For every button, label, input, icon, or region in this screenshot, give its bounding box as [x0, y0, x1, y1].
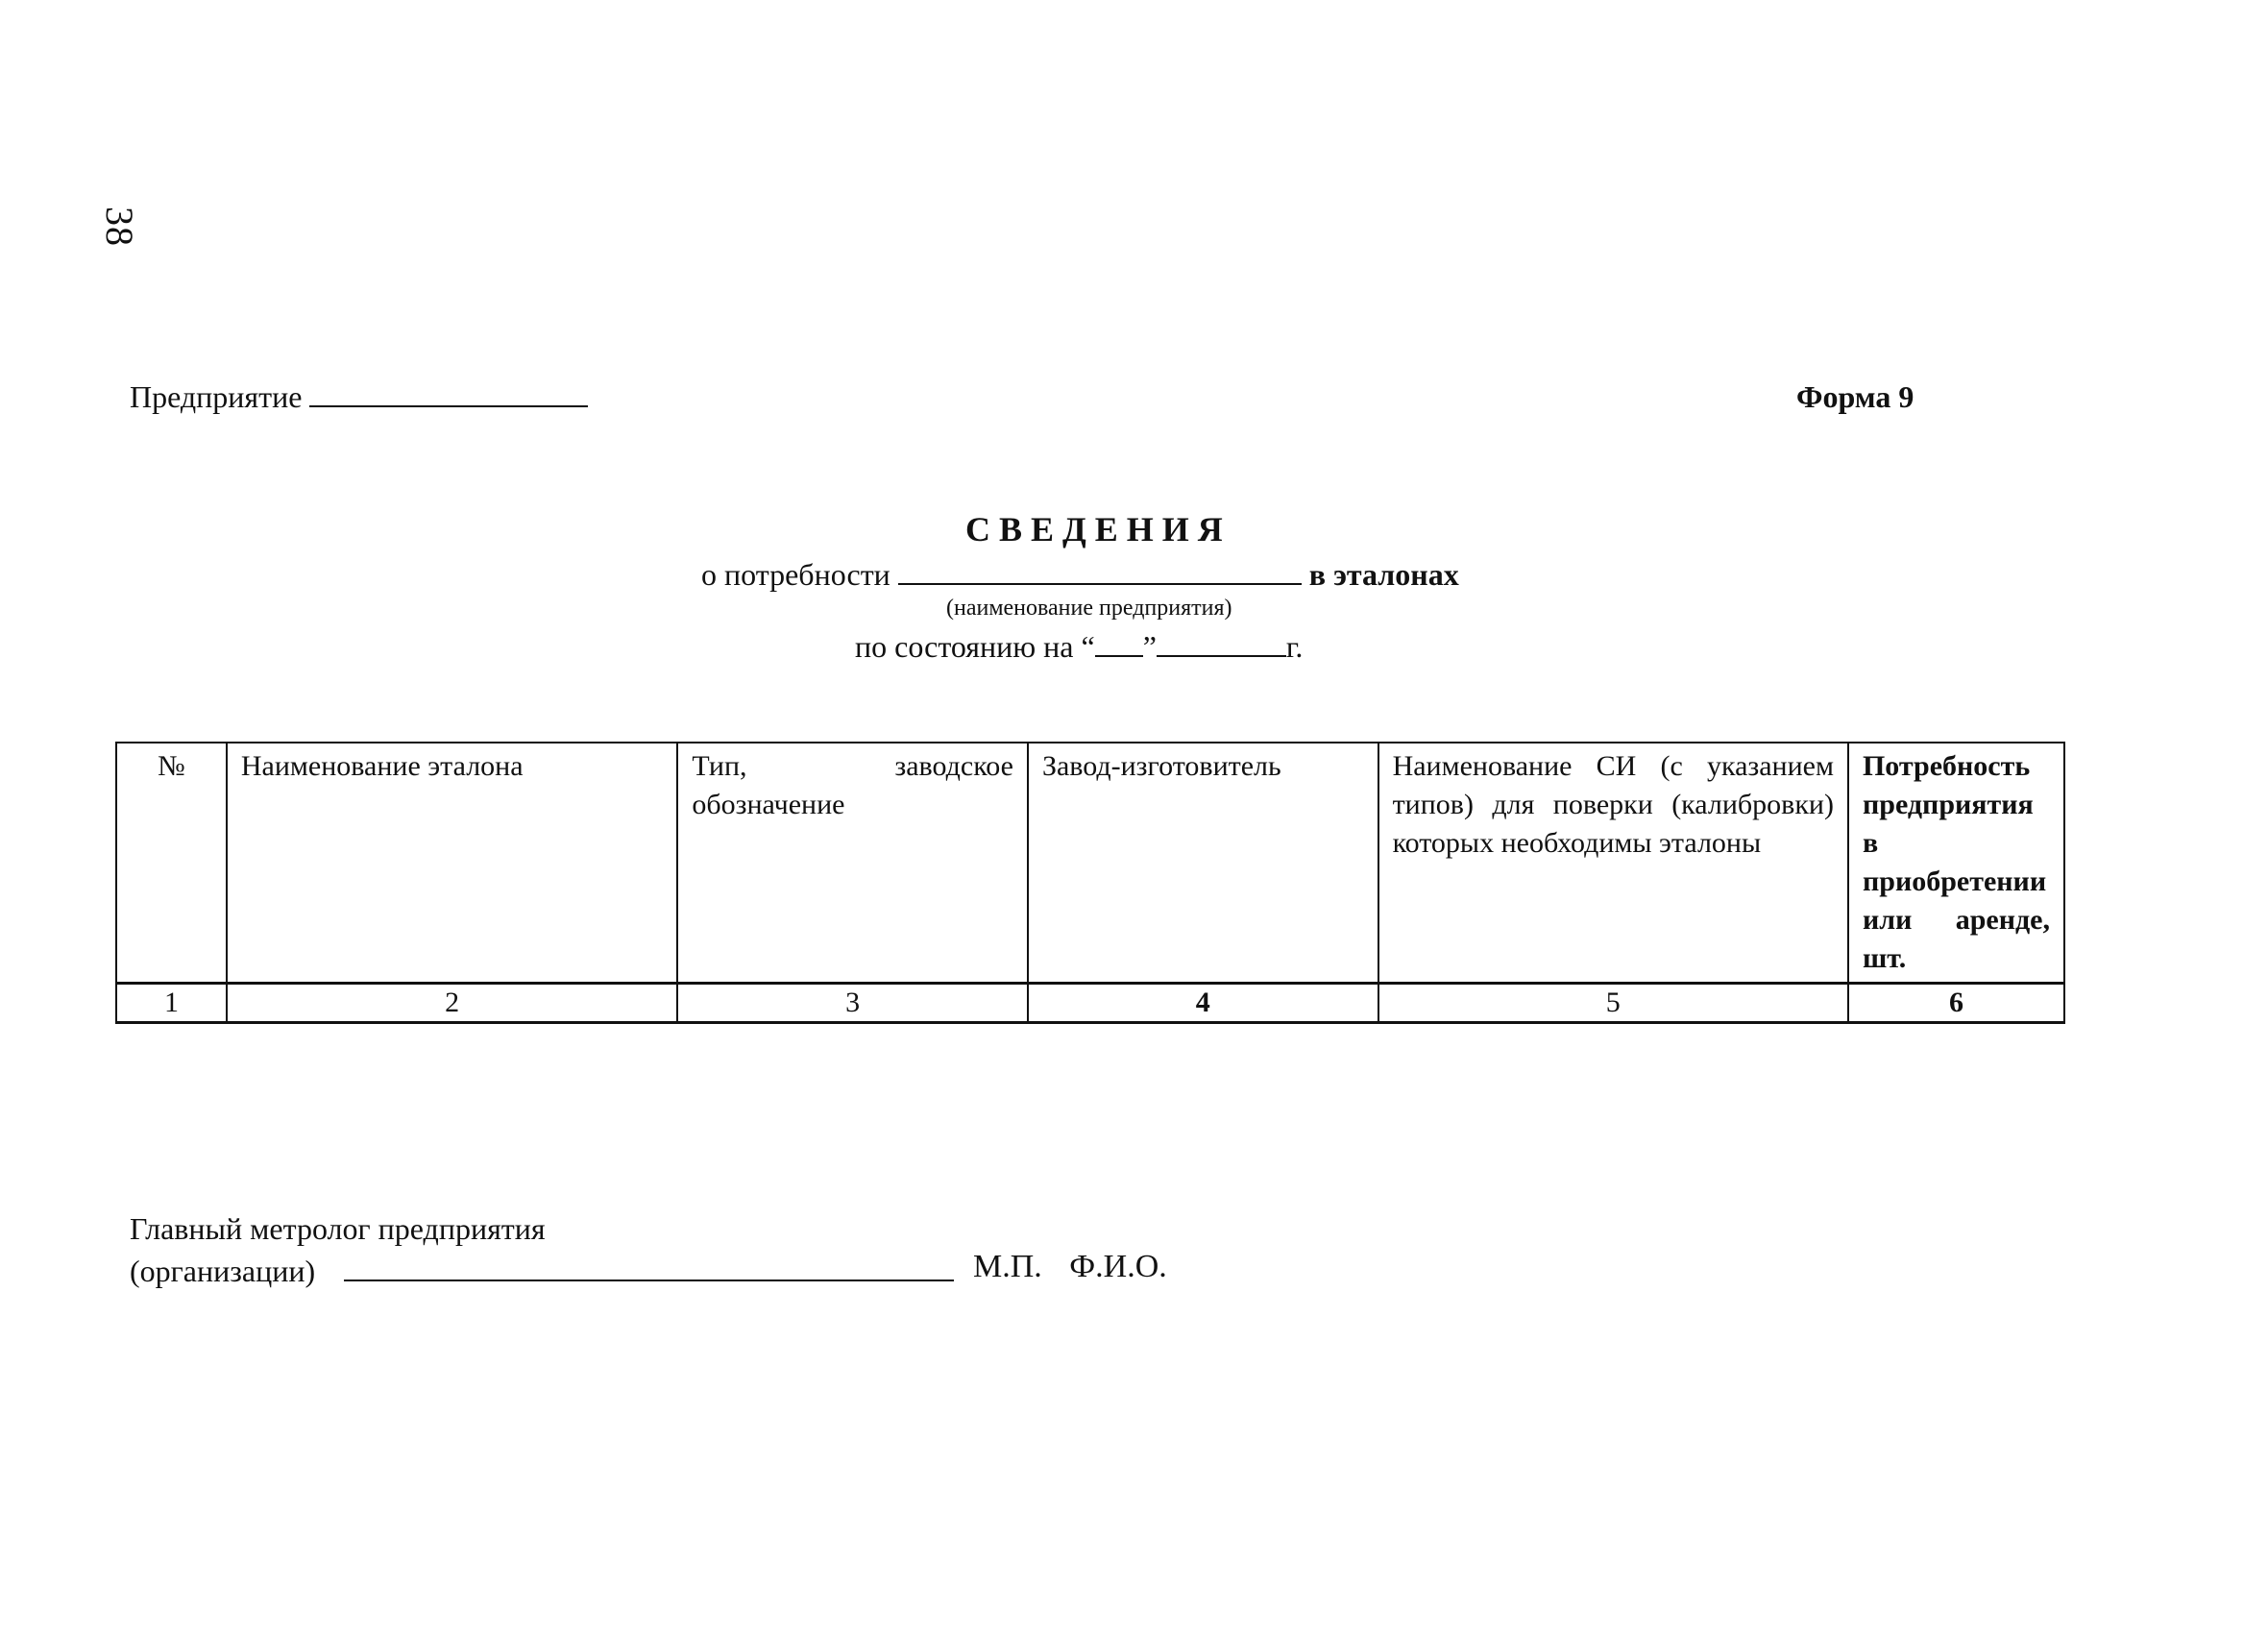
- table-header-row: [116, 743, 2064, 984]
- title-main: СВЕДЕНИЯ: [965, 510, 1232, 548]
- date-suffix: г.: [1285, 629, 1304, 664]
- stamp-label: М.П.: [973, 1249, 1042, 1284]
- date-quote: ”: [1142, 629, 1157, 664]
- header-cell-standard-name: Наименование эталона: [227, 743, 677, 984]
- need-suffix: в эталонах: [1308, 557, 1459, 592]
- header-cell-type: Тип, заводское обозначение: [677, 743, 1028, 984]
- column-number-5: 5: [1378, 984, 1848, 1023]
- enterprise-field: [130, 379, 588, 415]
- enterprise-name-caption: (наименование предприятия): [946, 596, 1232, 621]
- month-blank[interactable]: [1157, 655, 1286, 657]
- date-prefix: по состоянию на “: [855, 629, 1095, 664]
- signer-title: Главный метролог предприятия: [130, 1211, 546, 1246]
- enterprise-name-blank[interactable]: [898, 583, 1302, 585]
- signer-org: (организации): [130, 1254, 316, 1288]
- title-line-3: [855, 629, 1303, 665]
- header-cell-instrument-name: Наименование СИ (с указанием типов) для поверки (калибровки) которых необходимы эталоны: [1378, 743, 1848, 984]
- column-number-4: 4: [1028, 984, 1378, 1023]
- column-number-6: 6: [1848, 984, 2064, 1023]
- header-cell-number: №: [116, 743, 227, 984]
- table-row: [116, 984, 2064, 1023]
- header-cell-manufacturer: Завод-изготовитель: [1028, 743, 1378, 984]
- column-number-1: 1: [116, 984, 227, 1023]
- header-cell-demand: Потребность предприятия в приобретении или аренде, шт.: [1848, 743, 2064, 984]
- name-label: Ф.И.О.: [1069, 1249, 1167, 1284]
- need-prefix: о потребности: [701, 557, 890, 592]
- standards-table: [115, 742, 2065, 1024]
- form-label: Форма 9: [1796, 379, 1914, 414]
- title-line-2: [701, 557, 1459, 593]
- column-number-2: 2: [227, 984, 677, 1023]
- signature-blank[interactable]: [344, 1280, 954, 1281]
- day-blank[interactable]: [1095, 655, 1143, 657]
- enterprise-label: Предприятие: [130, 379, 303, 414]
- signer-org-line: [130, 1250, 954, 1292]
- signer-block: [130, 1207, 954, 1292]
- page-number: 38: [98, 207, 141, 247]
- column-number-3: 3: [677, 984, 1028, 1023]
- enterprise-blank[interactable]: [309, 405, 588, 407]
- stamp-and-name: [973, 1249, 1167, 1285]
